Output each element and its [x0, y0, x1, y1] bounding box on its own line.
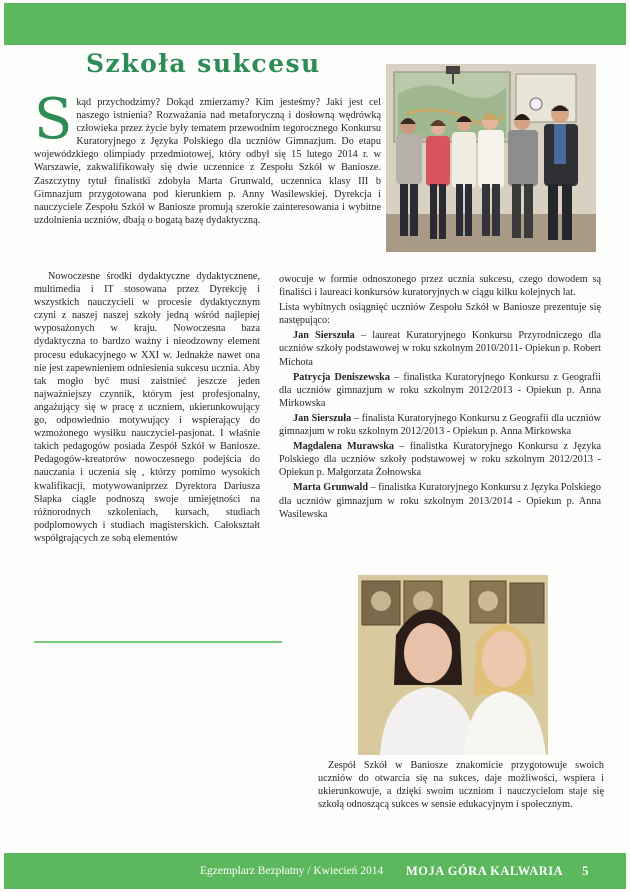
continuation-text: owocuje w formie odnoszonego przez ucznia sukcesu, czego dowodem są finaliści i laureaci konkursów kuratoryjnych w ciągu kilku kolejnych lat. — [279, 274, 601, 299]
left-column-text: Nowoczesne środki dydaktyczne dydaktycznene, multimedia i IT stosowana przez Dyrekcję i wszystkich nauczycieli w procesie dydaktycznym czyni z naszej naszej szkoły jedną wśród najlepiej wyposażonych w kraju. Nowoczesna baza dydaktyczna to bardzo ważny i nieodzowny element procesu edukacyjnego w XXI w. Jednakże nawet ona nie jest zapewnieniem odniesienia sukcesu ucznia. Aby tak mogło być musi zaistnieć jeszcze jeden najważniejszy czynnik, którym jest profesjonalny, angażujący się w pracę z uczniem, ukierunkowujący go, odpowiednio motywujący i wspierający do wzmożonego wysiłku nauczyciel-pasjonat. I właśnie takich pedagogów posiada Zespół Szkół w Baniosze. Pedagogów-kreatorów nowoczesnego podejścia do nauczania i uczenia się , którzy pomimo wysokich kwalifikacji, motywowaniprzez Dyrektora Dariusza Słapka ciągle podnoszą swoje umiejętności na różnorodnych szkoleniach, kursach, studiach podplomowych i studiach magisterskich. Całokształt współgrających ze sobą elementów — [34, 271, 260, 544]
group-photo — [386, 64, 596, 252]
right-column — [279, 273, 601, 523]
achievement-name: Magdalena Murawska — [293, 441, 395, 453]
achievement-item — [279, 440, 601, 479]
achievement-name: Patrycja Deniszewska — [293, 371, 390, 383]
achievement-name: Marta Grunwald — [293, 482, 369, 494]
photo-caption — [318, 759, 604, 811]
list-intro: Lista wybitnych osiągnięć uczniów Zespołu Szkół w Baniosze prezentuje się następująco: — [279, 302, 601, 327]
achievement-text: – finalistka Kuratoryjnego Konkursu z Języka Polskiego dla uczniów szkoły podstawowej w roku szkolnym 2012/2013 - Opiekun p. Małgorzata Żołnowska — [279, 441, 601, 479]
achievement-text: – finalistka Kuratoryjnego Konkursu z Geografii dla uczniów gimnazjum w roku szkolnym 2012/2013 - Opiekun p. Anna Mirkowska — [279, 371, 602, 409]
achievement-item — [279, 371, 601, 410]
footer-magazine-name: MOJA GÓRA KALWARIA — [406, 864, 564, 878]
footer-issue: Egzemplarz Bezpłatny / Kwiecień 2014 — [200, 865, 384, 877]
page-number: 5 — [582, 863, 589, 878]
student-teacher-photo-illustration — [358, 575, 548, 755]
caption-text: Zespół Szkół w Baniosze znakomicie przygotowuje swoich uczniów do otwarcia się na sukces, daje możliwości, wspiera i ukierunkowuje, a dzięki swoim uczniom i nauczycielom staje się szkołą odnoszącą sukces w sensie edukacyjnym i społecznym. — [318, 760, 604, 811]
achievement-item — [279, 481, 601, 520]
drop-cap: S — [34, 87, 73, 152]
achievement-name: Jan Sierszuła — [293, 412, 352, 424]
intro-text: kąd przychodzimy? Dokąd zmierzamy? Kim jesteśmy? Jaki jest cel naszego istnienia? Rozważania nad metaforyczną i dosłowną wędrówką człowieka przez życie były tematem przewodnim tegorocznego Konkursu Kuratoryjnego z Języka Polskiego dla uczniów Gimnazjum. Do etapu wojewódzkiego olimpiady przedmiotowej, który odbył się 15 lutego 2014 r. w Warszawie, zakwalifikowały się dwie uczennice z Zespołu Szkół w Baniosze. Zaszczytny tytuł finalistki zdobyła Marta Grunwald, uczennica klasy III b Gimnazjum przygotowana pod kierunkiem p. Anny Wasilewskiej. Dyrekcja i nauczyciele Zespołu Szkół w Baniosze promują szerokie zainteresowania i wybitne uzdolnienia uczniów, dbają o bogatą bazę dydaktyczną. — [34, 97, 381, 226]
achievement-text: – finalista Kuratoryjnego Konkursu z Geografii dla uczniów gimnazjum w roku szkolnym 2012/2013 - Opiekun p. Anna Mirkowska — [279, 412, 601, 438]
student-teacher-photo — [358, 575, 548, 755]
footer-band — [4, 853, 626, 889]
achievement-item — [279, 412, 601, 438]
left-column — [34, 270, 260, 545]
article-title: Szkoła sukcesu — [86, 49, 321, 78]
achievement-text: – finalistka Kuratoryjnego Konkursu z Języka Polskiego dla uczniów gimnazjum w roku szkolnym 2013/2014 - Opiekun p. Anna Wasilewska — [279, 482, 601, 520]
intro-paragraph — [34, 87, 381, 227]
group-photo-illustration — [386, 64, 596, 252]
achievement-item — [279, 329, 601, 368]
top-green-band — [4, 3, 626, 45]
achievement-text: – laureat Kuratoryjnego Konkursu Przyrodniczego dla uczniów szkoły podstawowej w roku szkolnym 2010/2011- Opiekun p. Robert Michota — [279, 330, 601, 368]
achievement-name: Jan Sierszuła — [293, 330, 355, 342]
divider-line — [34, 641, 282, 643]
